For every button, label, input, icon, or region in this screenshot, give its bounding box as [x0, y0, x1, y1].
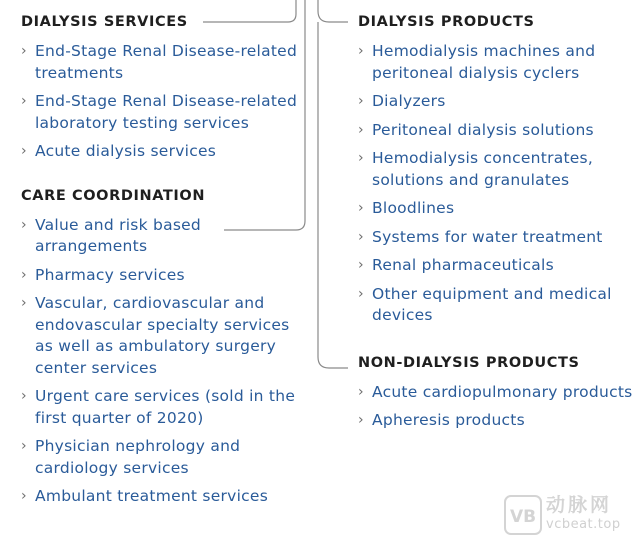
- watermark: [504, 493, 636, 539]
- chevron-right-icon: ›: [358, 285, 364, 302]
- list-item-text: Systems for water treatment: [372, 227, 603, 246]
- list-item: [21, 215, 306, 258]
- list-item: [358, 41, 633, 84]
- care-coordination-section: [21, 186, 306, 508]
- non-dialysis-products-list: [358, 382, 633, 432]
- chevron-right-icon: ›: [21, 488, 27, 504]
- watermark-name: 动脉网: [546, 494, 613, 516]
- list-item-text: Bloodlines: [372, 199, 455, 217]
- watermark-logo-letters: VB: [509, 507, 537, 527]
- right-column: [358, 12, 633, 439]
- care-coordination-list: [21, 215, 306, 508]
- non-dialysis-products-heading: NON-DIALYSIS PRODUCTS: [358, 354, 580, 371]
- chevron-right-icon: ›: [358, 150, 364, 166]
- list-item-text: Pharmacy services: [35, 265, 185, 284]
- left-column: [21, 12, 306, 515]
- list-item: [21, 265, 306, 287]
- chevron-right-icon: ›: [21, 295, 27, 311]
- chevron-right-icon: ›: [21, 266, 27, 283]
- list-item-text: Urgent care services (sold in the first quarter of 2020): [35, 387, 296, 427]
- list-item: [358, 198, 633, 220]
- non-dialysis-products-section: [358, 353, 633, 432]
- watermark-text: [546, 493, 621, 533]
- list-item: [21, 486, 306, 508]
- chevron-right-icon: ›: [21, 388, 27, 404]
- list-item: [21, 91, 306, 134]
- chevron-right-icon: ›: [358, 228, 364, 245]
- list-item: [358, 148, 633, 191]
- dialysis-products-list: [358, 41, 633, 327]
- list-item: [358, 227, 633, 249]
- chevron-right-icon: ›: [358, 257, 364, 273]
- chevron-right-icon: ›: [21, 438, 27, 454]
- list-item: [358, 91, 633, 113]
- chevron-right-icon: ›: [358, 43, 364, 59]
- list-item-text: Renal pharmaceuticals: [372, 256, 554, 274]
- dialysis-services-section: [21, 12, 306, 163]
- list-item: [358, 382, 633, 404]
- dialysis-products-heading: DIALYSIS PRODUCTS: [358, 14, 535, 30]
- list-item: [358, 120, 633, 142]
- list-item: [358, 255, 633, 277]
- chevron-right-icon: ›: [21, 216, 27, 233]
- chevron-right-icon: ›: [21, 143, 27, 159]
- list-item: [21, 141, 306, 163]
- list-item-text: Dialyzers: [372, 92, 446, 110]
- list-item: [21, 41, 306, 84]
- dialysis-services-list: [21, 41, 306, 163]
- chevron-right-icon: ›: [358, 93, 364, 109]
- list-item-text: Other equipment and medical devices: [372, 284, 612, 324]
- list-item-text: Peritoneal dialysis solutions: [372, 120, 594, 139]
- list-item-text: End-Stage Renal Disease-related laboratory testing services: [35, 92, 298, 132]
- list-item: [21, 386, 306, 429]
- chevron-right-icon: ›: [358, 412, 364, 428]
- list-item-text: Hemodialysis concentrates, solutions and granulates: [372, 149, 594, 189]
- connector-line-nondialysis: [318, 22, 348, 368]
- chevron-right-icon: ›: [358, 383, 364, 400]
- connector-line-right: [318, 0, 348, 22]
- list-item-text: Value and risk based arrangements: [35, 215, 202, 255]
- list-item-text: Ambulant treatment services: [35, 487, 269, 505]
- dialysis-products-section: [358, 12, 633, 327]
- chevron-right-icon: ›: [21, 43, 27, 59]
- vb-logo-icon: [504, 495, 542, 535]
- dialysis-services-heading: DIALYSIS SERVICES: [21, 14, 188, 30]
- list-item-text: Vascular, cardiovascular and endovascular specialty services as well as ambulatory surgery center services: [35, 294, 290, 377]
- list-item-text: Physician nephrology and cardiology services: [35, 437, 241, 477]
- watermark-url: vcbeat.top: [546, 517, 621, 532]
- list-item-text: Apheresis products: [372, 411, 525, 429]
- list-item-text: End-Stage Renal Disease-related treatments: [35, 42, 298, 82]
- list-item-text: Hemodialysis machines and peritoneal dialysis cyclers: [372, 42, 596, 82]
- list-item: [358, 284, 633, 327]
- list-item: [21, 436, 306, 479]
- list-item-text: Acute dialysis services: [35, 142, 217, 160]
- list-item: [358, 410, 633, 432]
- list-item-text: Acute cardiopulmonary products: [372, 382, 633, 401]
- chevron-right-icon: ›: [358, 121, 364, 138]
- chevron-right-icon: ›: [358, 200, 364, 216]
- care-coordination-heading: CARE COORDINATION: [21, 187, 206, 204]
- chevron-right-icon: ›: [21, 93, 27, 109]
- list-item: [21, 293, 306, 379]
